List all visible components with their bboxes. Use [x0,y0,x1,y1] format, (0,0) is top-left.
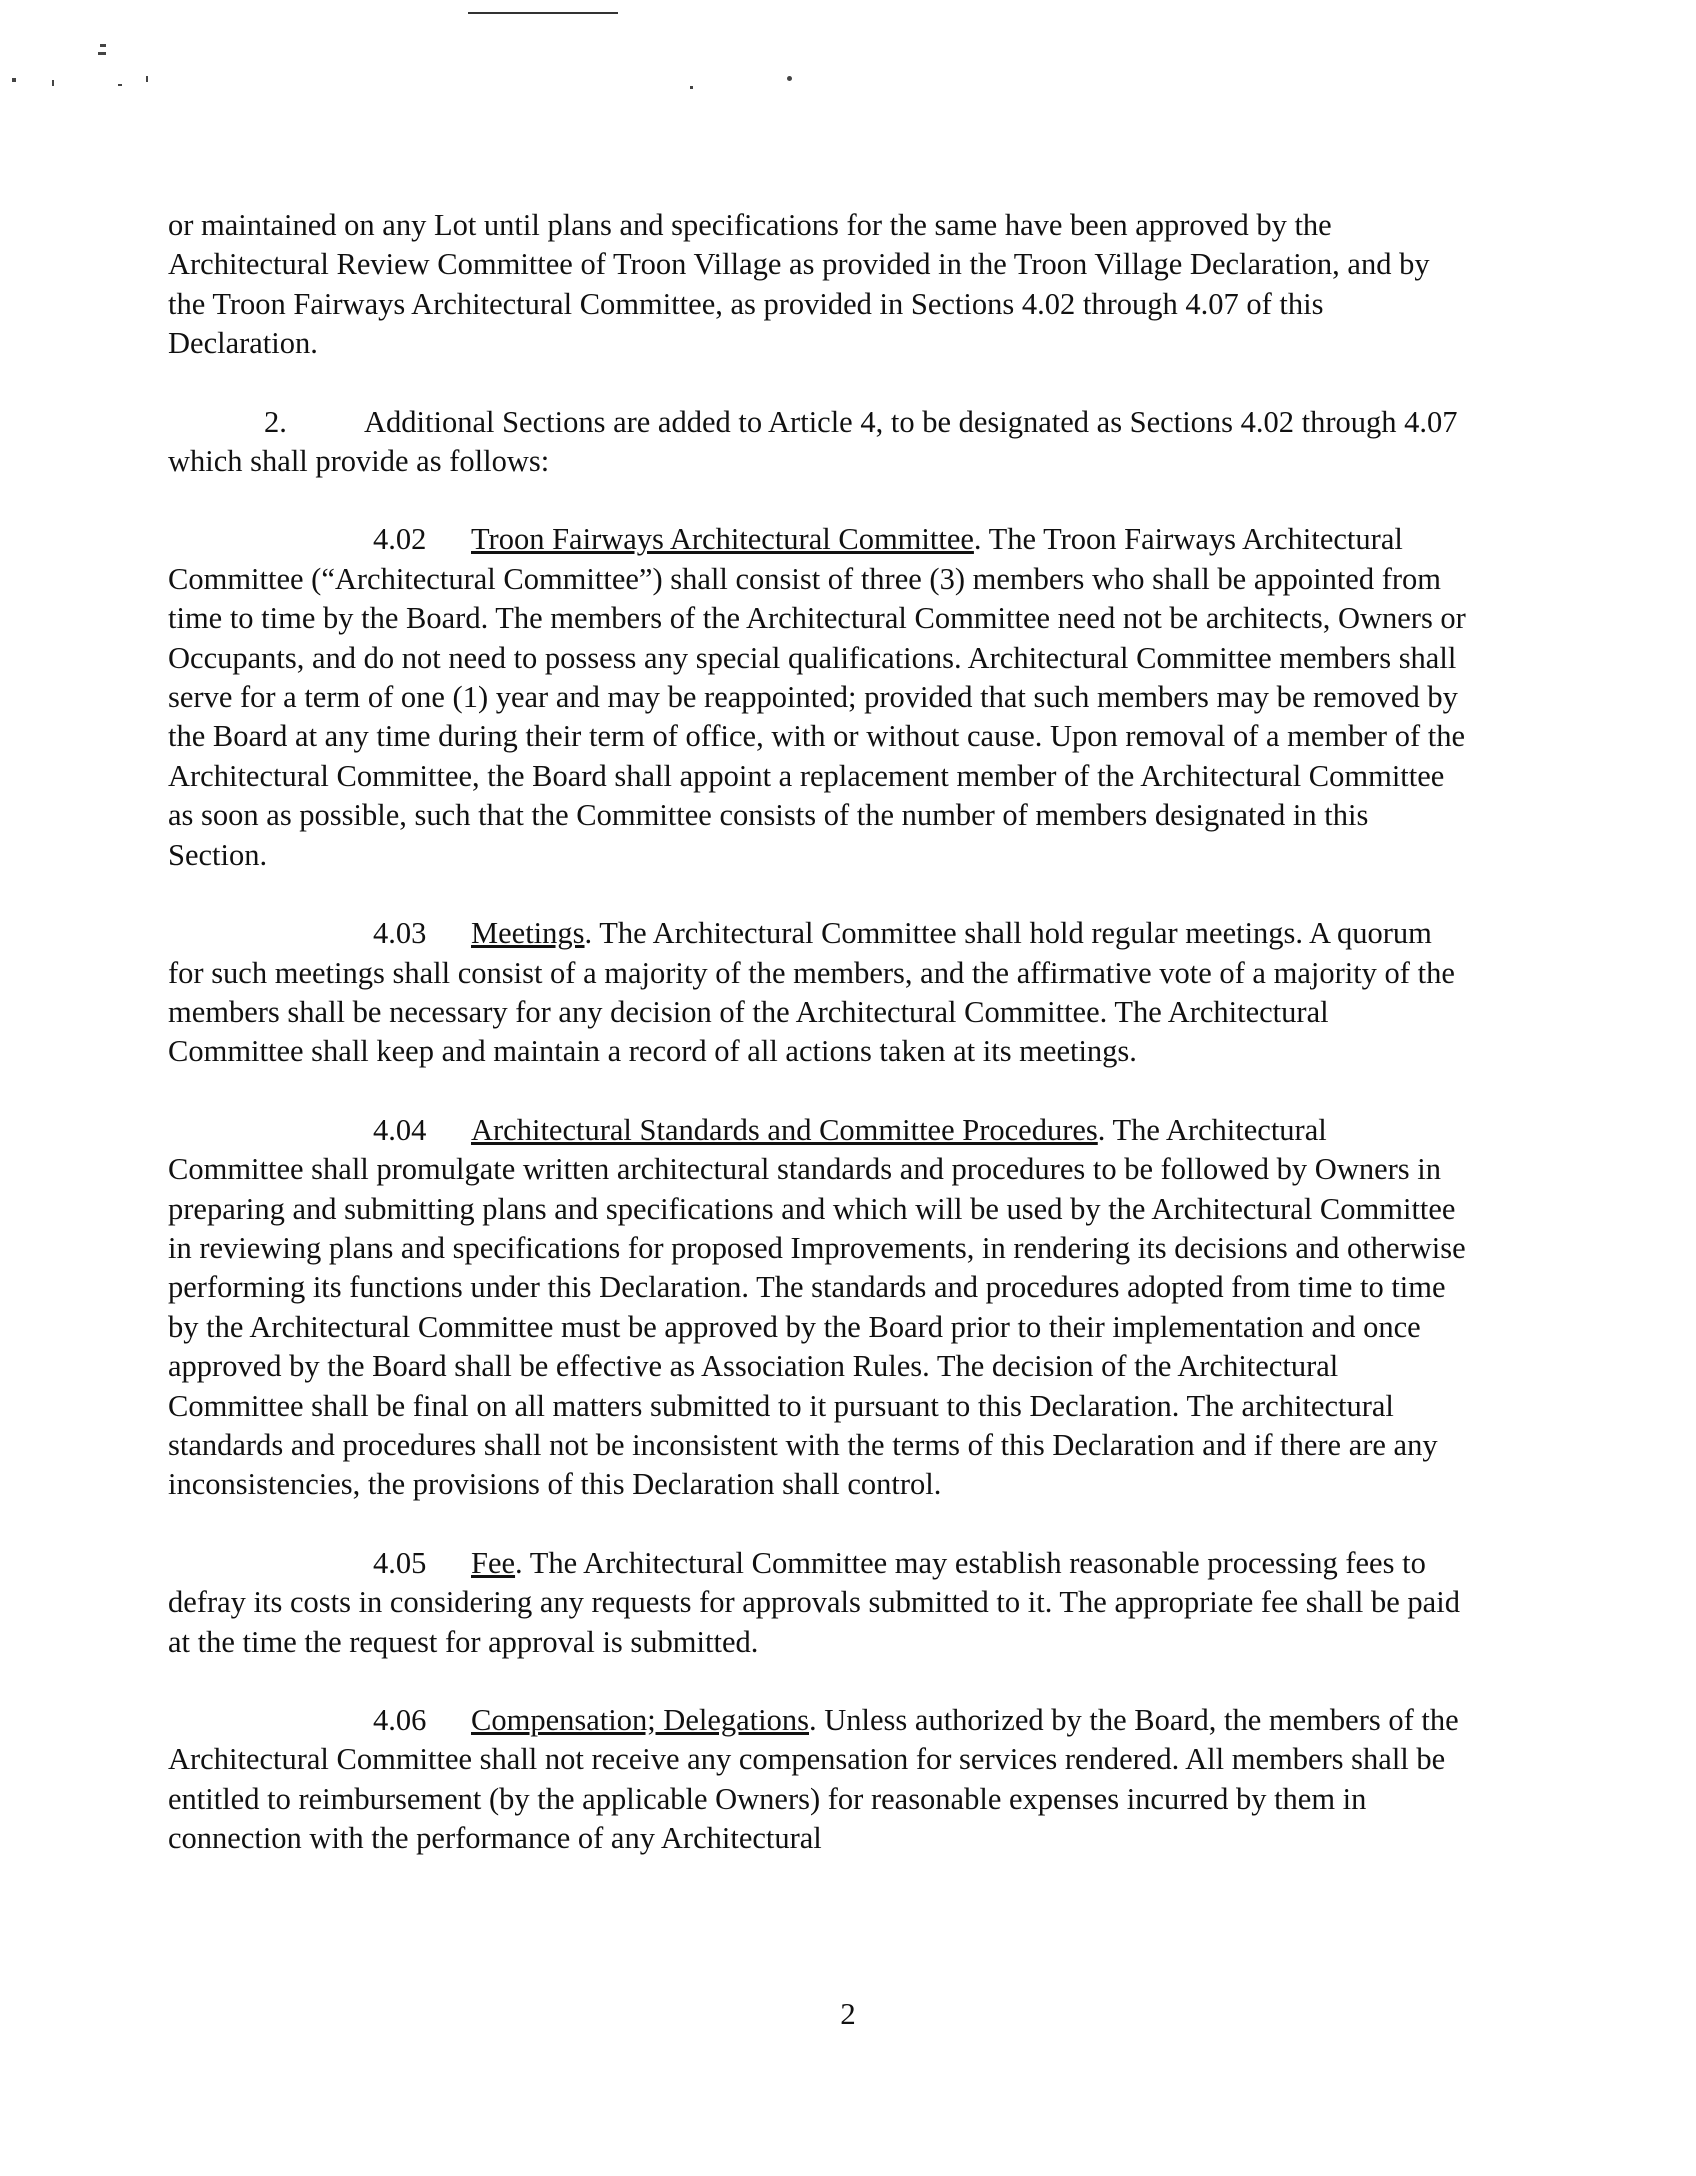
paragraph-continuation [168,206,1468,364]
section-number: 4.05 [373,1545,427,1580]
scan-artifact-mark [146,76,148,82]
section-text: . The Architectural Committee may establish reasonable processing fees to defray its costs in considering any requests for approvals submitted to it. The appropriate fee shall be paid at the time the request for approval is submitted. [168,1545,1460,1659]
paragraph-number: 2. [264,404,287,439]
section-4-04 [168,1111,1468,1505]
scan-artifact-mark [52,80,54,86]
paragraph-text: or maintained on any Lot until plans and specifications for the same have been approved by the Architectural Review Committee of Troon Village as provided in the Troon Village Declaration, and by the Troon Fairways Architectural Committee, as provided in Sections 4.02 through 4.07 of this Declaration. [168,208,1430,361]
page-number: 2 [840,1996,856,2031]
section-heading: Fee [471,1545,516,1580]
section-number: 4.03 [373,916,427,951]
scan-artifact-mark [787,76,792,81]
section-4-06 [168,1701,1468,1859]
section-heading: Architectural Standards and Committee Procedures [471,1112,1098,1147]
scan-artifact-mark [100,44,106,47]
section-heading: Meetings [471,916,585,951]
section-text: . The Architectural Committee shall hold regular meetings. A quorum for such meetings shall consist of a majority of the members, and the affirmative vote of a majority of the members shall be necessary for any decision of the Architectural Committee. The Architectural Committee shall keep and maintain a record of all actions taken at its meetings. [168,916,1455,1069]
section-number: 4.02 [373,522,427,557]
document-body [168,206,1468,1898]
section-text: . The Architectural Committee shall promulgate written architectural standards and procedures to be followed by Owners in preparing and submitting plans and specifications and which will be used by the Architectural Committee in reviewing plans and specifications for proposed Improvements, in rendering its decisions and otherwise performing its functions under this Declaration. The standards and procedures adopted from time to time by the Architectural Committee must be approved by the Board prior to their implementation and once approved by the Board shall be effective as Association Rules. The decision of the Architectural Committee shall be final on all matters submitted to it pursuant to this Declaration. The architectural standards and procedures shall not be inconsistent with the terms of this Declaration and if there are any inconsistencies, the provisions of this Declaration shall control. [168,1112,1466,1502]
paragraph-text: Additional Sections are added to Article 4, to be designated as Sections 4.02 through 4.07 which shall provide as follows: [168,404,1458,479]
section-4-02 [168,520,1468,875]
paragraph-2 [168,403,1468,482]
section-4-03 [168,914,1468,1072]
section-number: 4.04 [373,1112,427,1147]
section-number: 4.06 [373,1703,427,1737]
section-text: . Unless authorized by the Board, the members of the Architectural Committee shall not receive any compensation for services rendered. All members shall be entitled to reimbursement (by the applicable Owners) for reasonable expenses incurred by them in connection with the performance of any Architectural [168,1703,1459,1856]
scan-artifact-rule [468,12,618,14]
section-heading: Troon Fairways Architectural Committee [471,522,974,557]
scan-artifact-mark [690,86,693,89]
scan-artifact-mark [118,84,122,86]
section-4-05 [168,1544,1468,1662]
scan-artifact-mark [12,78,16,82]
section-heading: Compensation; Delegations [471,1703,809,1737]
scan-artifact-mark [98,52,106,55]
section-text: . The Troon Fairways Architectural Committee (“Architectural Committee”) shall consist of three (3) members who shall be appointed from time to time by the Board. The members of the Architectural Committee need not be architects, Owners or Occupants, and do not need to possess any special qualifications. Architectural Committee members shall serve for a term of one (1) year and may be reappointed; provided that such members may be removed by the Board at any time during their term of office, with or without cause. Upon removal of a member of the Architectural Committee, the Board shall appoint a replacement member of the Architectural Committee as soon as possible, such that the Committee consists of the number of members designated in this Section. [168,522,1466,872]
